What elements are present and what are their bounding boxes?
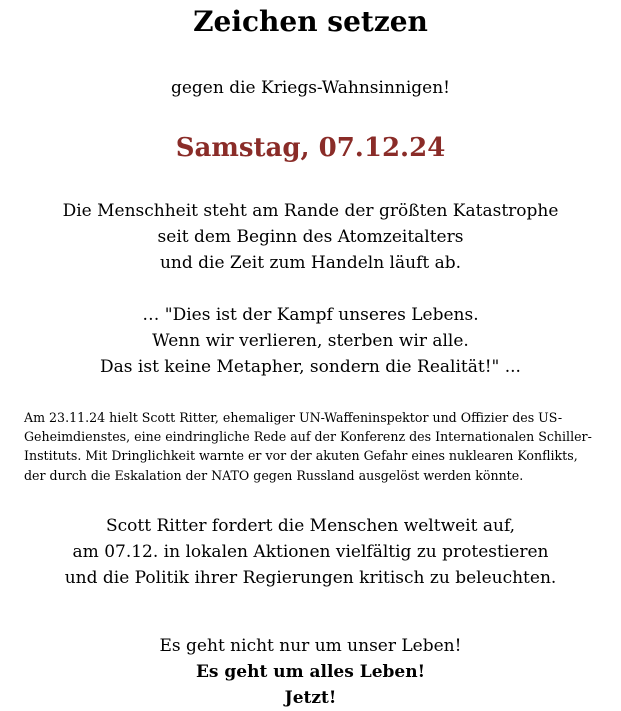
event-date: Samstag, 07.12.24 (175, 133, 446, 163)
report-line: Instituts. Mit Dringlichkeit warnte er vor der akuten Gefahr eines nuklearen Konflikts, (24, 448, 578, 464)
report-line: Geheimdienstes, eine eindringliche Rede auf der Konferenz des Internationalen Schiller- (24, 429, 592, 445)
call-to-action-paragraph (0, 513, 621, 591)
quote-line: Wenn wir verlieren, sterben wir alle. (152, 331, 469, 351)
call-line: und die Politik ihrer Regierungen kritisch zu beleuchten. (64, 568, 557, 588)
closing-emphasis-line: Es geht um alles Leben! (195, 662, 426, 682)
quote-line: … "Dies ist der Kampf unseres Lebens. (142, 305, 479, 325)
report-line: der durch die Eskalation der NATO gegen Russland ausgelöst werden könnte. (24, 467, 524, 483)
intro-line: Die Menschheit steht am Rande der größten Katastrophe (62, 201, 559, 221)
intro-paragraph (0, 198, 621, 276)
closing-now-line: Jetzt! (284, 688, 337, 708)
flyer-title: Zeichen setzen (193, 5, 428, 38)
flyer-subtitle: gegen die Kriegs-Wahnsinnigen! (170, 78, 450, 98)
call-line: Scott Ritter fordert die Menschen weltweit auf, (105, 516, 516, 536)
report-line: Am 23.11.24 hielt Scott Ritter, ehemaliger UN-Waffeninspektor und Offizier des US- (24, 410, 563, 425)
call-line: am 07.12. in lokalen Aktionen vielfältig zu protestieren (72, 542, 549, 562)
intro-line: seit dem Beginn des Atomzeitalters (157, 227, 464, 247)
intro-line: und die Zeit zum Handeln läuft ab. (159, 253, 462, 273)
quote-paragraph (0, 302, 621, 380)
closing-paragraph (0, 633, 621, 711)
report-paragraph (24, 408, 602, 485)
quote-line: Das ist keine Metapher, sondern die Realität!" ... (100, 357, 521, 377)
closing-line: Es geht nicht nur um unser Leben! (159, 636, 462, 656)
